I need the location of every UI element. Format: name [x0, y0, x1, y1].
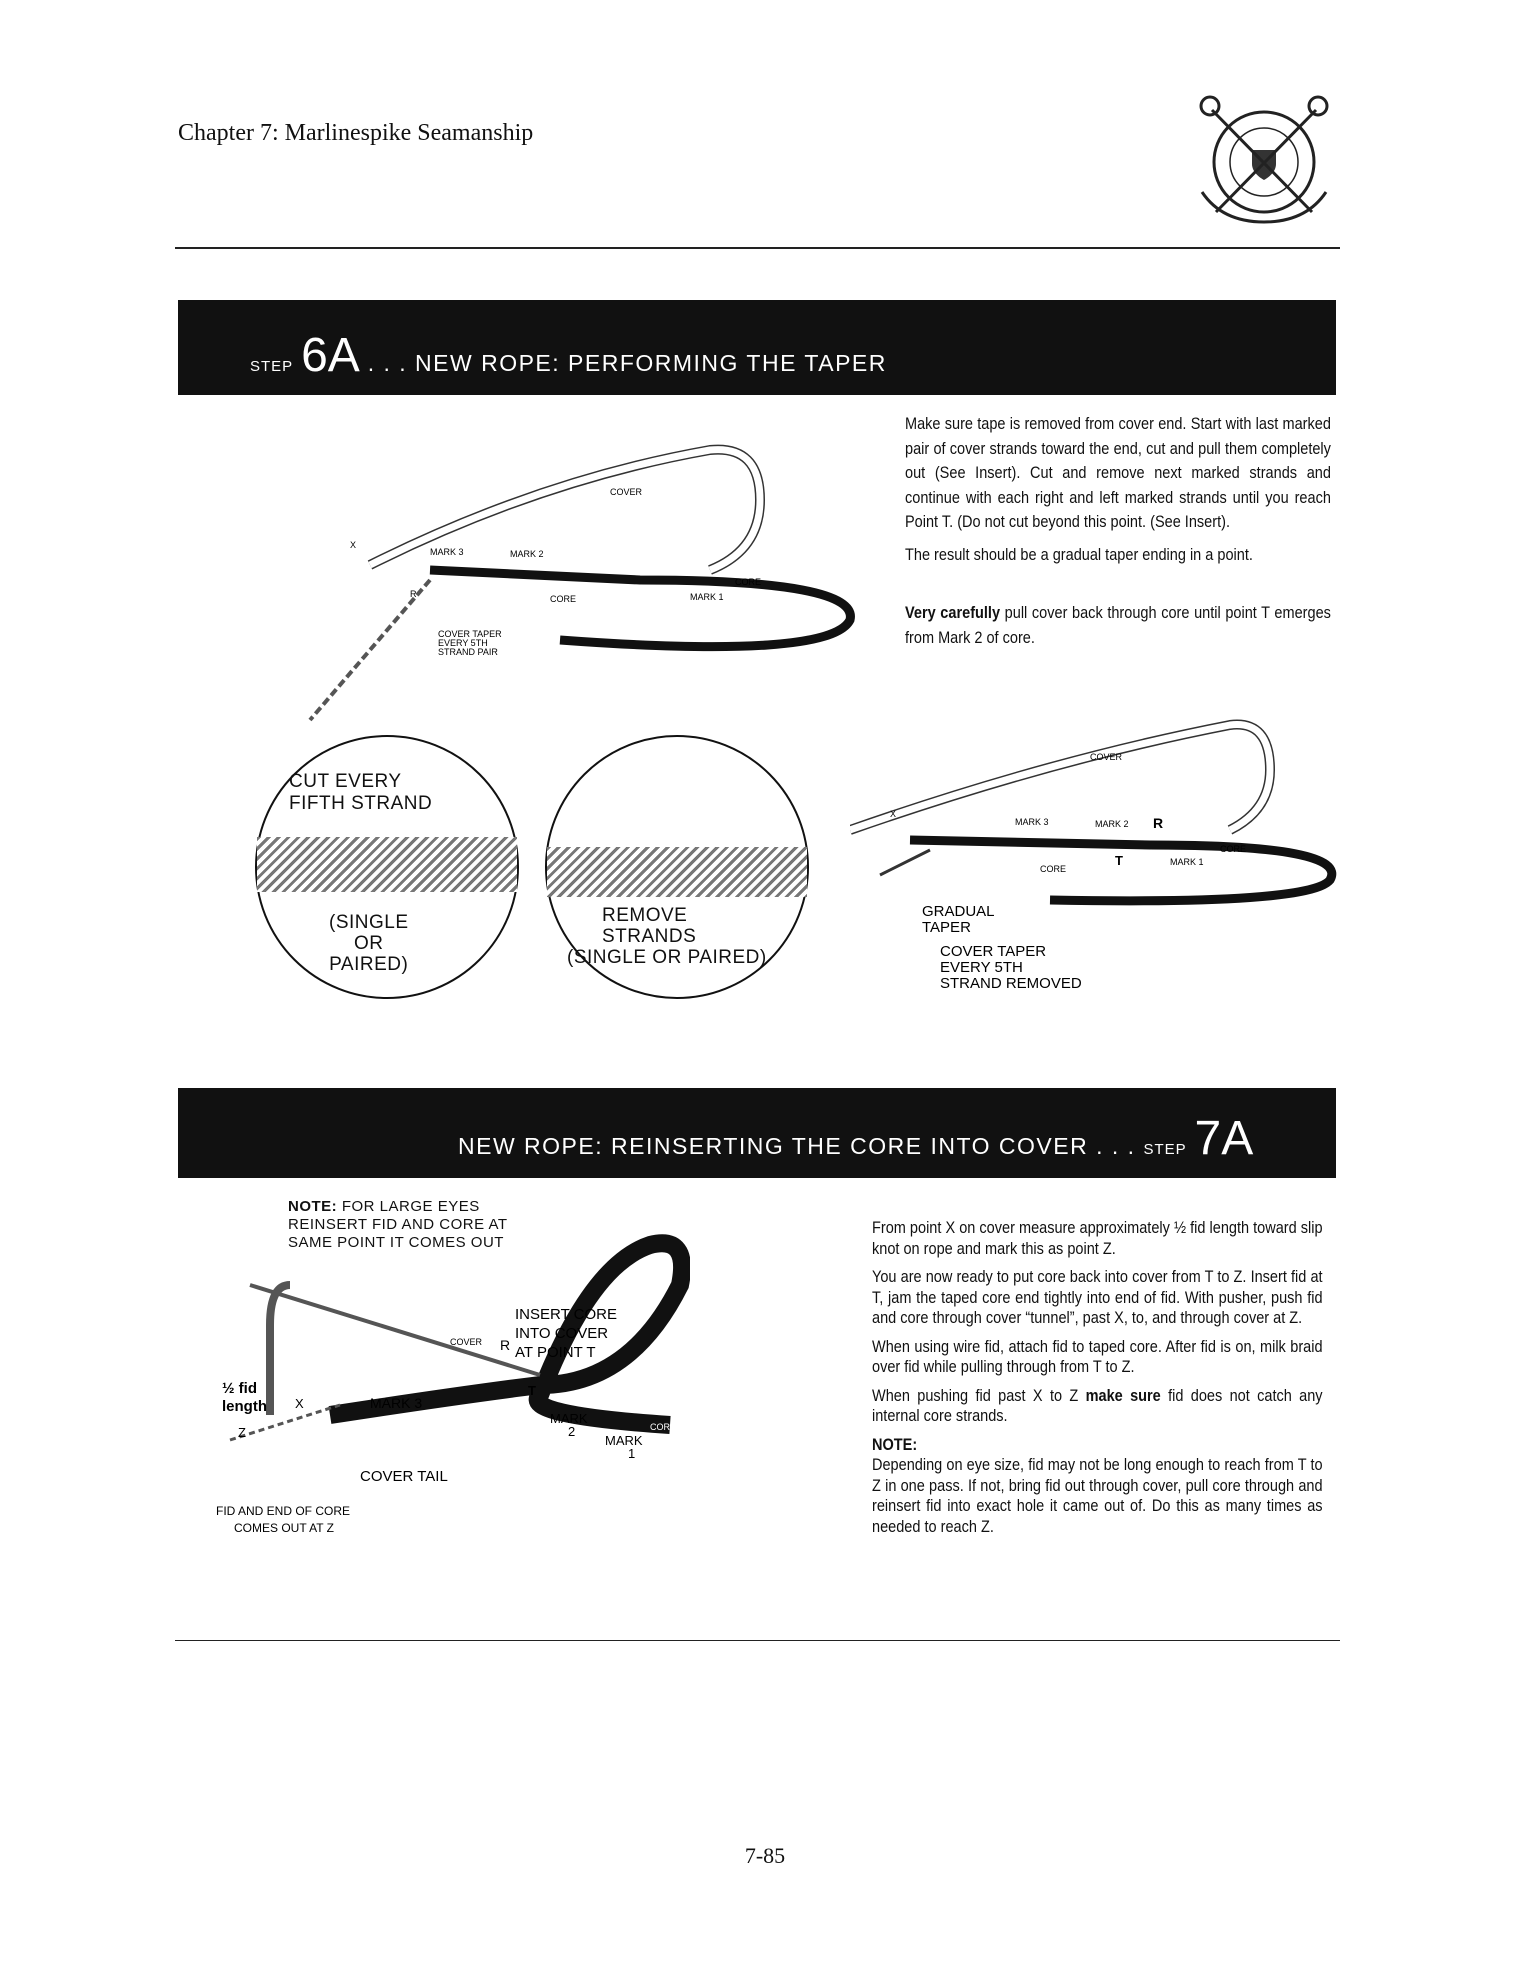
taper-note: STRAND REMOVED	[940, 975, 1082, 992]
label-core: CORE	[650, 1422, 677, 1432]
note-heading: NOTE:	[872, 1435, 918, 1454]
label-cover: COVER	[610, 487, 643, 497]
label-t: T	[528, 1383, 536, 1398]
paragraph: Make sure tape is removed from cover end. Start with last marked pair of cover strands toward the end, cut and pull them completely out (See Insert). Cut and remove next marked strands and continue with each right and left marked strands until you reach Point T. (Do not cut beyond this point. (See Insert).	[905, 415, 1331, 531]
label-core-tag: CORE	[435, 1429, 462, 1439]
label-cover: COVER	[1090, 752, 1123, 762]
braid-illustration	[547, 847, 807, 897]
rope-cover-inner	[850, 725, 1270, 830]
label-mark2: MARK	[550, 1411, 588, 1426]
taper-note: EVERY 5TH	[438, 638, 488, 648]
insert-cut-strand	[255, 735, 519, 999]
label: OR	[354, 933, 384, 954]
page-number: 7-85	[744, 1843, 786, 1868]
step-6a-text	[905, 412, 1331, 658]
insert-label: INTO COVER	[515, 1325, 609, 1342]
label: FIFTH STRAND	[289, 793, 433, 814]
label-core: CORE	[550, 594, 577, 604]
text: pull cover back through core until point T emerges from Mark 2 of core.	[905, 604, 1331, 647]
label-mark3: MARK 3	[1015, 817, 1049, 827]
step-number: 7A	[1194, 1112, 1254, 1165]
taper-diagram-1	[290, 440, 870, 740]
step-7a-banner	[178, 1088, 1336, 1178]
label-mark2: MARK 2	[510, 549, 544, 559]
banner-heading	[458, 1111, 1253, 1166]
gradual-taper-pointer	[880, 850, 930, 875]
rope-cover	[850, 725, 1270, 830]
paragraph: The result should be a gradual taper ending in a point.	[905, 545, 1253, 564]
insert-label: AT POINT T	[515, 1344, 596, 1361]
paragraph: You are now ready to put core back into cover from T to Z. Insert fid at T, jam the taped core end tightly into end of fid. With pusher, push fid and core through cover “tunnel”, past X, to, and through cover at Z.	[872, 1268, 1323, 1327]
header-rule	[175, 247, 1340, 249]
label-core: CORE	[1040, 864, 1067, 874]
fid-note: FID AND END OF CORE	[216, 1504, 351, 1518]
banner-heading	[250, 328, 887, 383]
tapered-cover-end	[310, 580, 430, 720]
taper-note: STRAND PAIR	[438, 647, 498, 657]
label-x: X	[350, 540, 357, 550]
label-r: R	[1153, 815, 1164, 831]
label-mark1: MARK	[605, 1433, 643, 1448]
label-mark3: MARK 3	[370, 1395, 423, 1411]
note-line	[288, 1198, 508, 1216]
label-t: T	[1115, 853, 1123, 868]
braid-illustration	[257, 837, 517, 892]
label: STRANDS	[602, 926, 697, 947]
rope-core	[910, 840, 1332, 901]
label: CUT EVERY	[289, 771, 402, 792]
text: SAME POINT IT COMES OUT	[288, 1234, 504, 1251]
reinsert-core-diagram	[210, 1225, 690, 1555]
chapter-title: Chapter 7: Marlinespike Seamanship	[178, 120, 534, 146]
label-mark1: MARK 1	[690, 592, 724, 602]
bold-lead: Very carefully	[905, 604, 1001, 622]
label-cover: COVER	[450, 1337, 483, 1347]
label-z: Z	[238, 1425, 246, 1440]
label: PAIRED)	[329, 954, 409, 975]
half-fid-label: length	[222, 1398, 267, 1415]
label: (SINGLE OR PAIRED)	[567, 947, 767, 968]
label-mark1: MARK 1	[1170, 857, 1204, 867]
step-title: NEW ROPE: REINSERTING THE CORE INTO COVER	[458, 1133, 1089, 1159]
text: FOR LARGE EYES	[337, 1198, 480, 1215]
insert-label: INSERT CORE	[515, 1306, 617, 1323]
insert-remove-strands	[545, 735, 809, 999]
rope-cover	[270, 1285, 290, 1415]
rope-cover-inner	[370, 450, 760, 570]
label-r: R	[500, 1337, 511, 1353]
paragraph: When using wire fid, attach fid to taped core. After fid is on, milk braid over fid while pulling through from T to Z.	[872, 1337, 1323, 1376]
label: REMOVE	[602, 905, 688, 926]
coast-guard-seal-logo	[1192, 92, 1337, 227]
label-x: X	[890, 809, 897, 819]
label-x: X	[295, 1396, 304, 1411]
step-7a-text	[872, 1218, 1323, 1545]
insert-label-group	[329, 912, 409, 975]
footer-rule	[175, 1640, 1340, 1641]
label-core-tag: CORE	[735, 577, 762, 587]
fid	[250, 1285, 540, 1375]
step-dots: . . .	[367, 350, 408, 376]
text: REINSERT FID AND CORE AT	[288, 1216, 508, 1233]
taper-diagram-2	[850, 710, 1350, 1000]
note-bold: NOTE:	[288, 1198, 338, 1215]
step-word: STEP	[250, 358, 294, 375]
gradual-taper-label: TAPER	[922, 919, 971, 936]
label-mark1: 1	[628, 1446, 636, 1461]
taper-note: EVERY 5TH	[940, 959, 1023, 976]
text: fid does not catch any internal core strands.	[872, 1386, 1323, 1425]
fid-note: COMES OUT AT Z	[234, 1521, 335, 1535]
insert-label-group	[567, 905, 767, 968]
step-word: STEP	[1143, 1141, 1187, 1158]
step-number: 6A	[301, 329, 360, 382]
gradual-taper-label: GRADUAL	[922, 903, 995, 920]
label-r: R	[410, 589, 417, 599]
note-heading-line	[872, 1435, 1323, 1456]
taper-note: COVER TAPER	[940, 943, 1047, 960]
cover-tail-label: COVER TAIL	[360, 1468, 448, 1485]
text: When pushing fid past X to Z	[872, 1386, 1086, 1405]
rope-cover	[370, 450, 760, 570]
bold-text: make sure	[1085, 1386, 1161, 1405]
paragraph: From point X on cover measure approximately ½ fid length toward slip knot on rope and mark this as point Z.	[872, 1219, 1323, 1258]
label: (SINGLE	[329, 912, 409, 933]
step-6a-banner	[178, 300, 1336, 395]
paragraph	[872, 1386, 1323, 1427]
label-mark2: MARK 2	[1095, 819, 1129, 829]
label-mark2: 2	[568, 1424, 576, 1439]
paragraph	[905, 601, 1331, 650]
step-dots: . . .	[1096, 1133, 1136, 1159]
half-fid-label: ½ fid	[222, 1380, 258, 1397]
paragraph: Depending on eye size, fid may not be long enough to reach from T to Z in one pass. If not, bring fid out through cover, pull core through and reinsert fid into exact hole it came out of. Do this as many times as needed to reach Z.	[872, 1456, 1323, 1536]
taper-note: COVER TAPER	[438, 629, 502, 639]
label-mark3: MARK 3	[430, 547, 464, 557]
label-core-tag: CORE	[1220, 844, 1247, 854]
step-title: NEW ROPE: PERFORMING THE TAPER	[415, 350, 887, 376]
insert-label-group	[289, 771, 432, 815]
